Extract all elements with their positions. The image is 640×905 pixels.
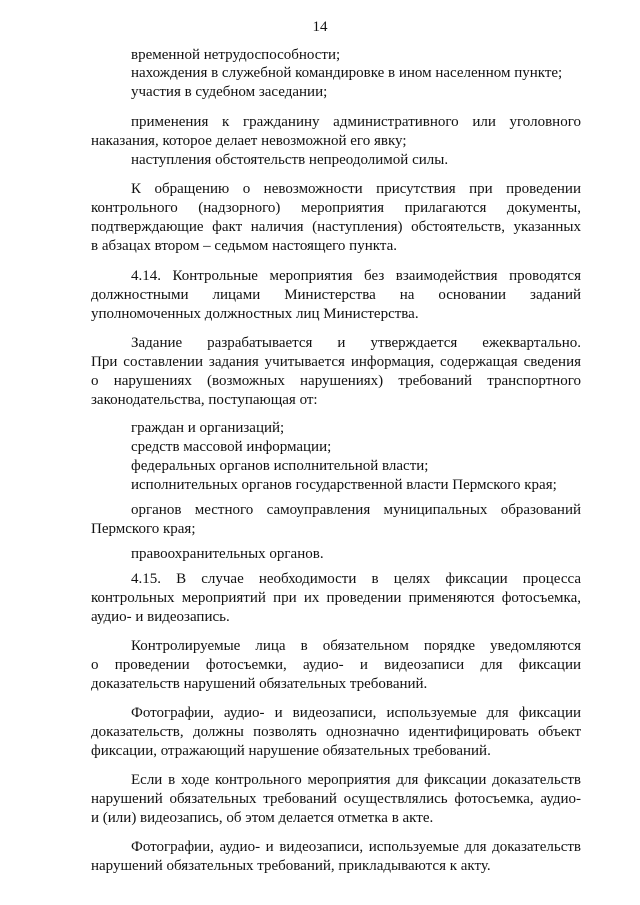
text-line: законодательства, поступающая от:	[91, 392, 318, 408]
text-line: контрольного (надзорного) мероприятия прилагаются документы,	[91, 200, 581, 216]
text-line: о нарушениях (возможных нарушениях) требований транспортного	[91, 373, 581, 389]
text-line: органов местного самоуправления муниципальных образований	[131, 502, 581, 518]
page-number: 14	[312, 19, 328, 35]
text-line: Контролируемые лица в обязательном порядке уведомляются	[131, 638, 581, 654]
text-line: уполномоченных должностных лиц Министерства.	[91, 306, 419, 322]
text-line: нарушений обязательных требований осуществлялись фотосъемка, аудио-	[91, 791, 581, 807]
text-line: нарушений обязательных требований, прикладываются к акту.	[91, 858, 491, 874]
text-line: доказательств, должны позволять однозначно идентифицировать объект	[91, 724, 581, 740]
text-line: нахождения в служебной командировке в ином населенном пункте;	[131, 65, 563, 81]
text-line: должностными лицами Министерства на основании заданий	[91, 287, 581, 303]
text-line: 4.15. В случае необходимости в целях фиксации процесса	[131, 571, 581, 587]
text-line: в абзацах втором – седьмом настоящего пункта.	[91, 238, 397, 254]
text-line: федеральных органов исполнительной власти;	[131, 458, 429, 474]
text-line: подтверждающие факт наличия (наступления) обстоятельств, указанных	[91, 219, 581, 235]
text-line: участия в судебном заседании;	[131, 84, 328, 100]
text-line: Фотографии, аудио- и видеозаписи, используемые для доказательств	[131, 839, 581, 855]
text-line: При составлении задания учитывается информация, содержащая сведения	[91, 354, 581, 370]
text-line: применения к гражданину административного или уголовного	[131, 114, 581, 130]
text-line: Если в ходе контрольного мероприятия для фиксации доказательств	[131, 772, 581, 788]
text-line: временной нетрудоспособности;	[131, 47, 341, 63]
text-line: Фотографии, аудио- и видеозаписи, используемые для фиксации	[131, 705, 581, 721]
text-line: 4.14. Контрольные мероприятия без взаимодействия проводятся	[131, 268, 581, 284]
text-line: правоохранительных органов.	[131, 546, 324, 562]
text-line: о проведении фотосъемки, аудио- и видеозаписи для фиксации	[91, 657, 581, 673]
text-line: фиксации, отражающий нарушение обязательных требований.	[91, 743, 491, 759]
text-line: наступления обстоятельств непреодолимой силы.	[131, 152, 449, 168]
text-line: граждан и организаций;	[131, 420, 285, 436]
text-line: Пермского края;	[91, 521, 196, 537]
text-line: средств массовой информации;	[131, 439, 332, 455]
text-line: Задание разрабатывается и утверждается ежеквартально.	[131, 335, 581, 351]
text-line: наказания, которое делает невозможной его явку;	[91, 133, 407, 149]
text-line: контрольных мероприятий при их проведении применяются фотосъемка,	[91, 590, 581, 606]
text-line: К обращению о невозможности присутствия при проведении	[131, 181, 581, 197]
text-line: доказательств нарушений обязательных требований.	[91, 676, 428, 692]
text-line: и (или) видеозапись, об этом делается отметка в акте.	[91, 810, 434, 826]
text-line: аудио- и видеозапись.	[91, 609, 230, 625]
text-line: исполнительных органов государственной власти Пермского края;	[131, 477, 557, 493]
